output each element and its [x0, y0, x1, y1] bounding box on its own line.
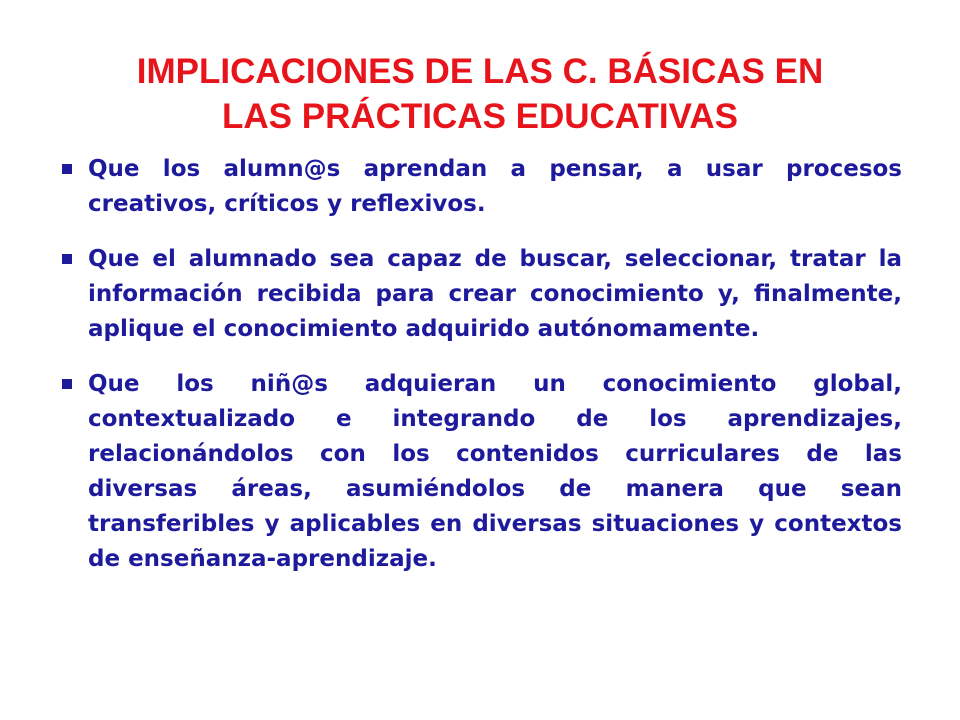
square-bullet-icon	[62, 164, 72, 174]
bullet-item	[60, 242, 902, 347]
square-bullet-icon	[62, 379, 72, 389]
square-bullet-icon	[62, 254, 72, 264]
bullet-text: Que el alumnado sea capaz de buscar, seleccionar, tratar la información recibida para crear conocimiento y, finalmente, aplique el conocimiento adquirido autónomamente.	[88, 246, 902, 342]
slide-title	[60, 49, 900, 139]
bullet-text: Que los alumn@s aprendan a pensar, a usar procesos creativos, críticos y reflexivos.	[88, 156, 902, 217]
slide-title-line-1: IMPLICACIONES DE LAS C. BÁSICAS EN	[136, 52, 824, 92]
bullet-text: Que los niñ@s adquieran un conocimiento global, contextualizado e integrando de los aprendizajes, relacionándolos con los contenidos curriculares de las diversas áreas, asumiéndolos de manera que sean transferibles y aplicables en diversas situaciones y contextos de enseñanza-aprendizaje.	[88, 371, 902, 572]
bullet-list	[60, 152, 902, 597]
bullet-item	[60, 152, 902, 222]
bullet-item	[60, 367, 902, 577]
slide-title-line-2: LAS PRÁCTICAS EDUCATIVAS	[222, 97, 738, 137]
